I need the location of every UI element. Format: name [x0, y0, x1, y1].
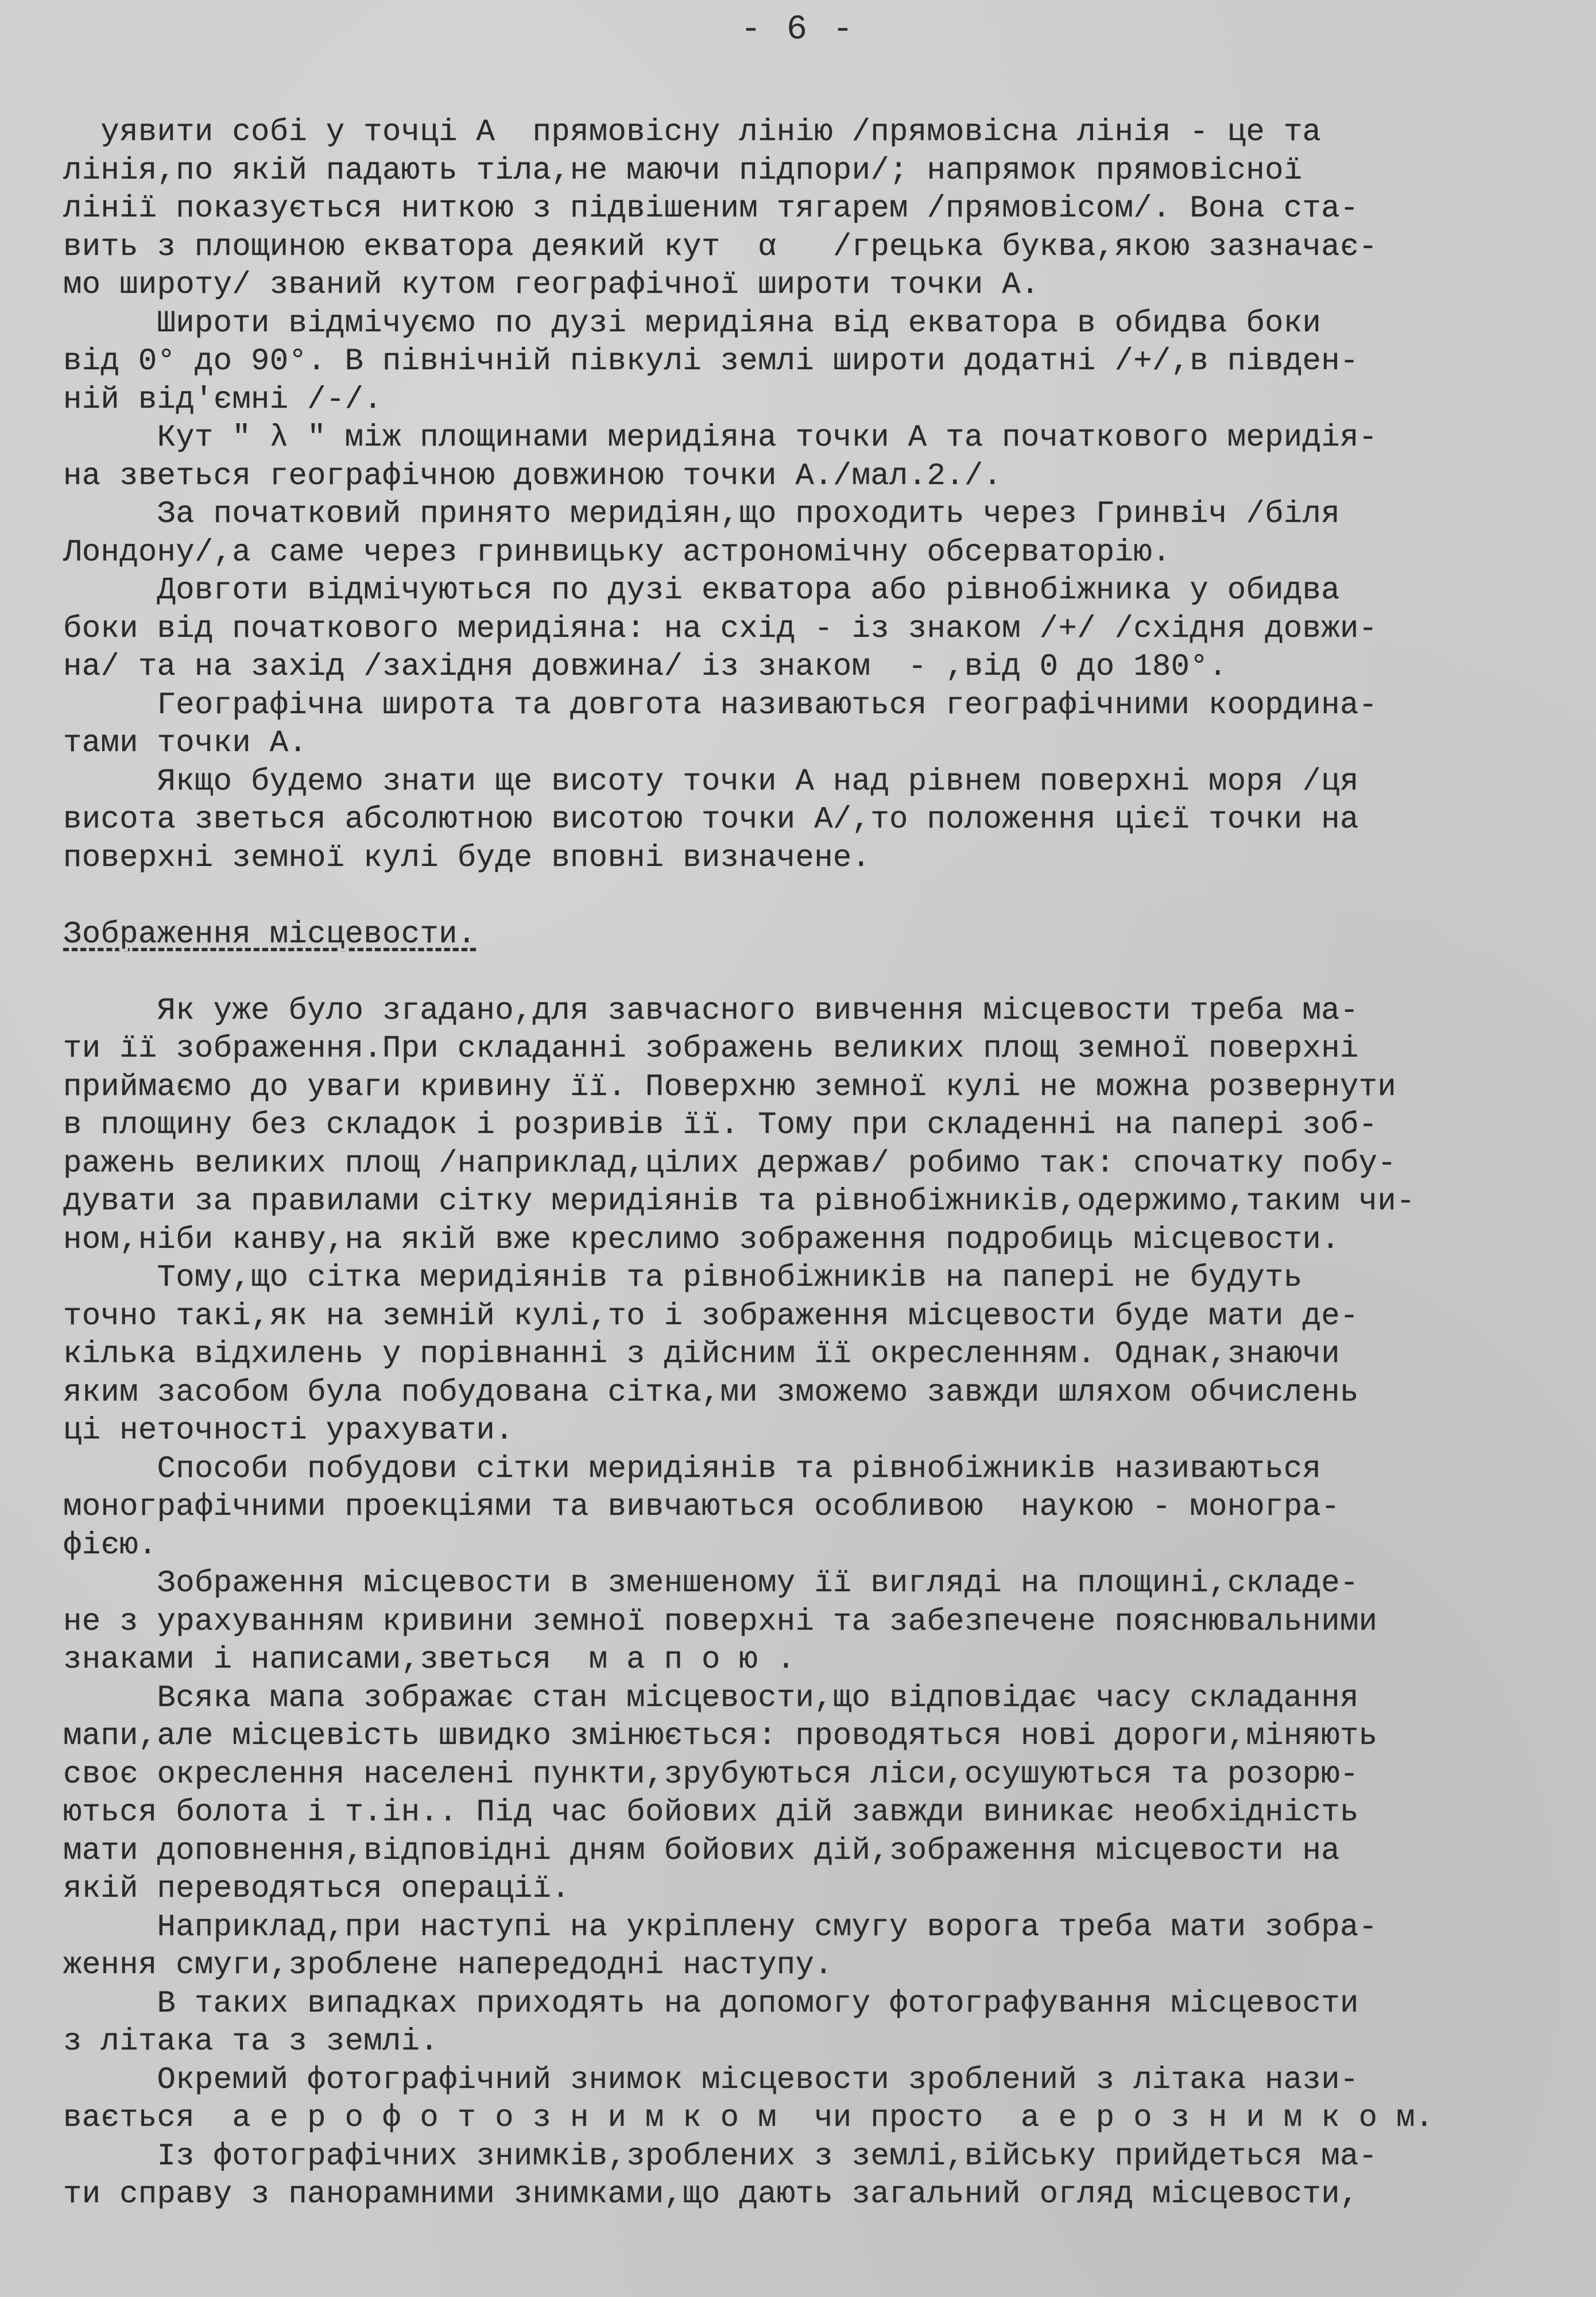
text-line: точно такі,як на земній кулі,то і зображення місцевости буде мати де- — [63, 1298, 1359, 1334]
text-line: Із фотографічних знимків,зроблених з землі,війську прийдеться ма- — [63, 2139, 1378, 2174]
text-line: ці неточності урахувати. — [63, 1413, 514, 1448]
text-line: тами точки А. — [63, 726, 308, 761]
text-line: дувати за правилами сітку меридіянів та рівнобіжників,одержимо,таким чи- — [63, 1184, 1415, 1219]
text-line: приймаємо до уваги кривину її. Поверхню земної кулі не можна розвернути — [63, 1069, 1397, 1105]
text-line: ження смуги,зроблене напередодні наступу. — [63, 1948, 833, 1983]
text-line: своє окреслення населені пункти,зрубуються ліси,осушуються та розорю- — [63, 1757, 1359, 1792]
text-line: мапи,але місцевість швидко змінюється: проводяться нові дороги,міняють — [63, 1719, 1378, 1754]
text-line: Кут " λ " між площинами меридіяна точки А та початкового меридія- — [63, 420, 1378, 455]
text-line: на/ та на захід /західня довжина/ із знаком - ,від 0 до 180°. — [63, 649, 1227, 685]
text-line: Якщо будемо знати ще висоту точки А над рівнем поверхні моря /ця — [63, 764, 1359, 799]
text-line: Наприклад,при наступі на укріплену смугу ворога треба мати зобра- — [63, 1909, 1378, 1945]
text-line: поверхні земної кулі буде вповні визначене. — [63, 840, 871, 876]
text-line: з літака та з землі. — [63, 2024, 439, 2059]
text-line: вить з площиною екватора деякий кут α /грецька буква,якою зазначає- — [63, 229, 1378, 265]
text-line: В таких випадках приходять на допомогу фотографування місцевости — [63, 1986, 1359, 2021]
text-line: якій переводяться операції. — [63, 1871, 571, 1907]
text-line: на зветься географічною довжиною точки А./мал.2./. — [63, 458, 1002, 494]
text-line: Широти відмічуємо по дузі меридіяна від екватора в обидва боки — [63, 306, 1322, 341]
text-line: вається а е р о ф о т о з н и м к о м чи просто а е р о з н и м к о м. — [63, 2101, 1434, 2136]
text-line: ражень великих площ /наприклад,цілих держав/ робимо так: спочатку побу- — [63, 1146, 1397, 1181]
page-body — [63, 114, 1533, 2214]
blank-line — [63, 877, 1533, 916]
text-line: від 0° до 90°. В північній півкулі землі широти додатні /+/,в півден- — [63, 344, 1359, 379]
text-line: Зображення місцевости в зменшеному її вигляді на площині,складе- — [63, 1566, 1359, 1601]
text-line: Всяка мапа зображає стан місцевости,що відповідає часу складання — [63, 1680, 1359, 1716]
text-line: лінії показується ниткою з підвішеним тягарем /прямовісом/. Вона ста- — [63, 191, 1359, 226]
text-line: яким засобом була побудована сітка,ми зможемо завжди шляхом обчислень — [63, 1375, 1359, 1410]
text-line: уявити собі у точці А прямовісну лінію /прямовісна лінія - це та — [63, 115, 1322, 150]
text-line: ном,ніби канву,на якій вже креслимо зображення подробиць місцевости. — [63, 1222, 1340, 1258]
text-line: ти її зображення.При складанні зображень великих площ земної поверхні — [63, 1031, 1359, 1066]
text-line: ються болота і т.ін.. Під час бойових дій завжди виникає необхідність — [63, 1795, 1359, 1830]
text-line: висота зветься абсолютною висотою точки А/,то положення цієї точки на — [63, 802, 1359, 837]
text-line: боки від початкового меридіяна: на схід - із знаком /+/ /східня довжи- — [63, 611, 1378, 647]
text-line: Як уже було згадано,для завчасного вивчення місцевости треба ма- — [63, 993, 1359, 1028]
text-line: ти справу з панорамними знимками,що дають загальний огляд місцевости, — [63, 2177, 1359, 2212]
text-line: кілька відхилень у порівнанні з дійсним її окресленням. Однак,знаючи — [63, 1337, 1340, 1372]
blank-line — [63, 954, 1533, 992]
text-line: монографічними проекціями та вивчаються особливою наукою - моногра- — [63, 1490, 1340, 1525]
text-line: знаками і написами,зветься м а п о ю . — [63, 1642, 796, 1677]
text-line: Окремий фотографічний знимок місцевости зроблений з літака нази- — [63, 2062, 1359, 2098]
section-heading: Зображення місцевости. — [63, 917, 477, 952]
text-line: За початковий принято меридіян,що проходить через Гринвіч /біля — [63, 497, 1340, 532]
page-number: - 6 - — [740, 10, 856, 49]
text-line: Географічна широта та довгота називаються географічними координа- — [63, 687, 1378, 723]
text-line: Довготи відмічуються по дузі екватора або рівнобіжника у обидва — [63, 573, 1340, 608]
text-line: мати доповнення,відповідні дням бойових дій,зображення місцевости на — [63, 1833, 1340, 1869]
text-line: ній від'ємні /-/. — [63, 382, 382, 417]
text-line: Способи побудови сітки меридіянів та рівнобіжників називаються — [63, 1451, 1322, 1487]
text-line: фією. — [63, 1528, 157, 1563]
text-line: в площину без складок і розривів її. Тому при складенні на папері зоб- — [63, 1108, 1378, 1143]
text-line: Тому,що сітка меридіянів та рівнобіжників на папері не будуть — [63, 1260, 1303, 1296]
text-line: не з урахуванням кривини земної поверхні та забезпечене пояснювальними — [63, 1604, 1378, 1639]
text-line: мо широту/ званий кутом географічної широти точки А. — [63, 268, 1040, 303]
text-line: лінія,по якій падають тіла,не маючи підпори/; напрямок прямовісної — [63, 153, 1303, 188]
text-line: Лондону/,а саме через гринвицьку астрономічну обсерваторію. — [63, 535, 1171, 570]
